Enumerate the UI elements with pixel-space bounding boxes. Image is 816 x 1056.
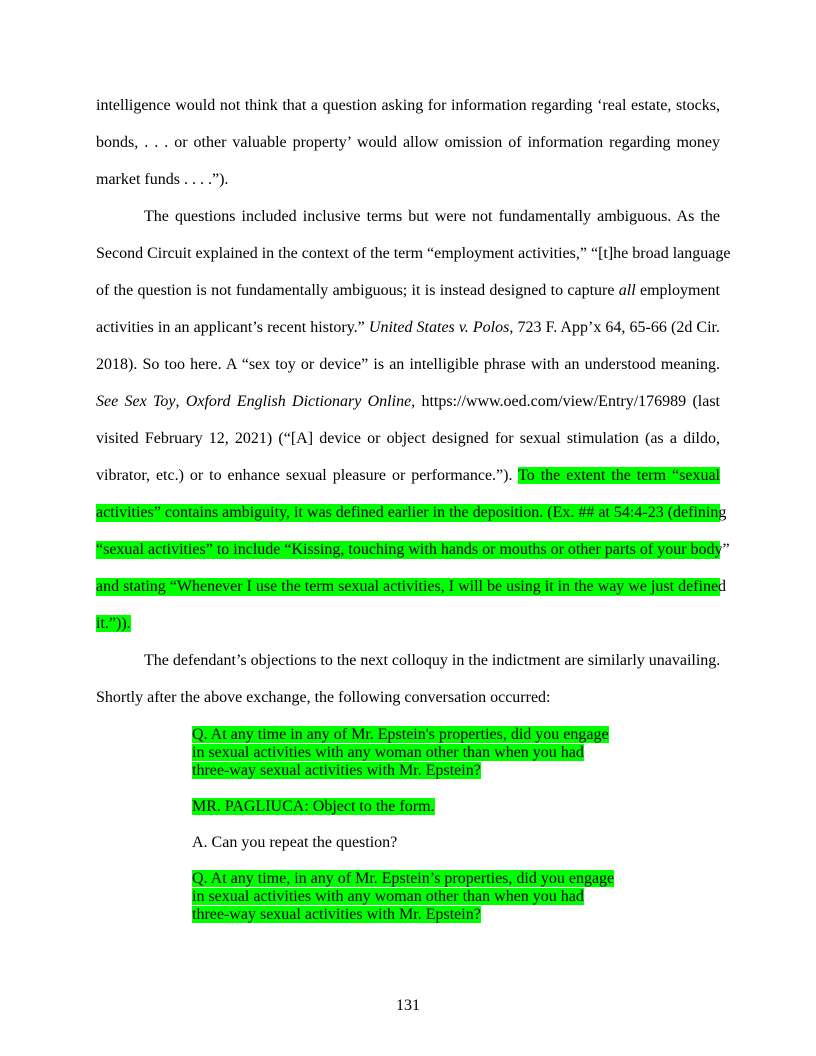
body-line-2: bonds, . . . or other valuable property’ would allow omission of information regarding money xyxy=(96,134,720,151)
body-line-10: visited February 12, 2021) (“[A] device or object designed for sexual stimulation (as a dildo, xyxy=(96,430,720,447)
case-citation: United States v. Polos xyxy=(368,319,510,336)
body-line-15-highlighted: it.”)). xyxy=(96,615,131,632)
quote-line-6: Q. At any time, in any of Mr. Epstein’s properties, did you engage xyxy=(192,870,615,887)
body-line-8: 2018). So too here. A “sex toy or device” is an intelligible phrase with an understood meaning. xyxy=(96,356,720,373)
quote-line-7: in sexual activities with any woman other than when you had xyxy=(192,888,584,905)
body-line-9: See Sex Toy, Oxford English Dictionary Online, https://www.oed.com/view/Entry/176989 (last xyxy=(96,393,721,410)
body-line-16: The defendant’s objections to the next colloquy in the indictment are similarly unavailing. xyxy=(144,652,721,669)
body-line-4: The questions included inclusive terms but were not fundamentally ambiguous. As the xyxy=(144,208,720,225)
highlighted-text: To the extent the term “sexual xyxy=(518,467,720,484)
quote-line-5: A. Can you repeat the question? xyxy=(192,834,398,851)
quote-line-8: three-way sexual activities with Mr. Epstein? xyxy=(192,906,481,923)
quote-line-2: in sexual activities with any woman other than when you had xyxy=(192,744,584,761)
body-line-17: Shortly after the above exchange, the following conversation occurred: xyxy=(96,689,551,706)
body-line-5: Second Circuit explained in the context of the term “employment activities,” “[t]he broad language xyxy=(96,245,731,262)
body-line-13-highlighted: “sexual activities” to include “Kissing, touching with hands or mouths or other parts of your body” xyxy=(96,541,730,558)
quote-line-4: MR. PAGLIUCA: Object to the form. xyxy=(192,798,435,815)
body-line-12-highlighted: activities” contains ambiguity, it was defined earlier in the deposition. (Ex. ## at 54:4-23 (defining xyxy=(96,504,727,521)
quote-line-1: Q. At any time in any of Mr. Epstein's properties, did you engage xyxy=(192,726,609,743)
body-line-7: activities in an applicant’s recent history.” United States v. Polos, 723 F. App’x 64, 65-66 (2d Cir. xyxy=(96,319,720,336)
body-line-11: vibrator, etc.) or to enhance sexual pleasure or performance.”). To the extent the term “sexual xyxy=(96,467,720,484)
quote-line-3: three-way sexual activities with Mr. Epstein? xyxy=(192,762,481,779)
body-line-1: intelligence would not think that a question asking for information regarding ‘real estate, stocks, xyxy=(96,97,720,114)
body-line-3: market funds . . . .”). xyxy=(96,171,229,188)
body-line-6: of the question is not fundamentally ambiguous; it is instead designed to capture all employment xyxy=(96,282,720,299)
body-line-14-highlighted: and stating “Whenever I use the term sexual activities, I will be using it in the way we just defined xyxy=(96,578,727,595)
page-number: 131 xyxy=(396,997,420,1014)
